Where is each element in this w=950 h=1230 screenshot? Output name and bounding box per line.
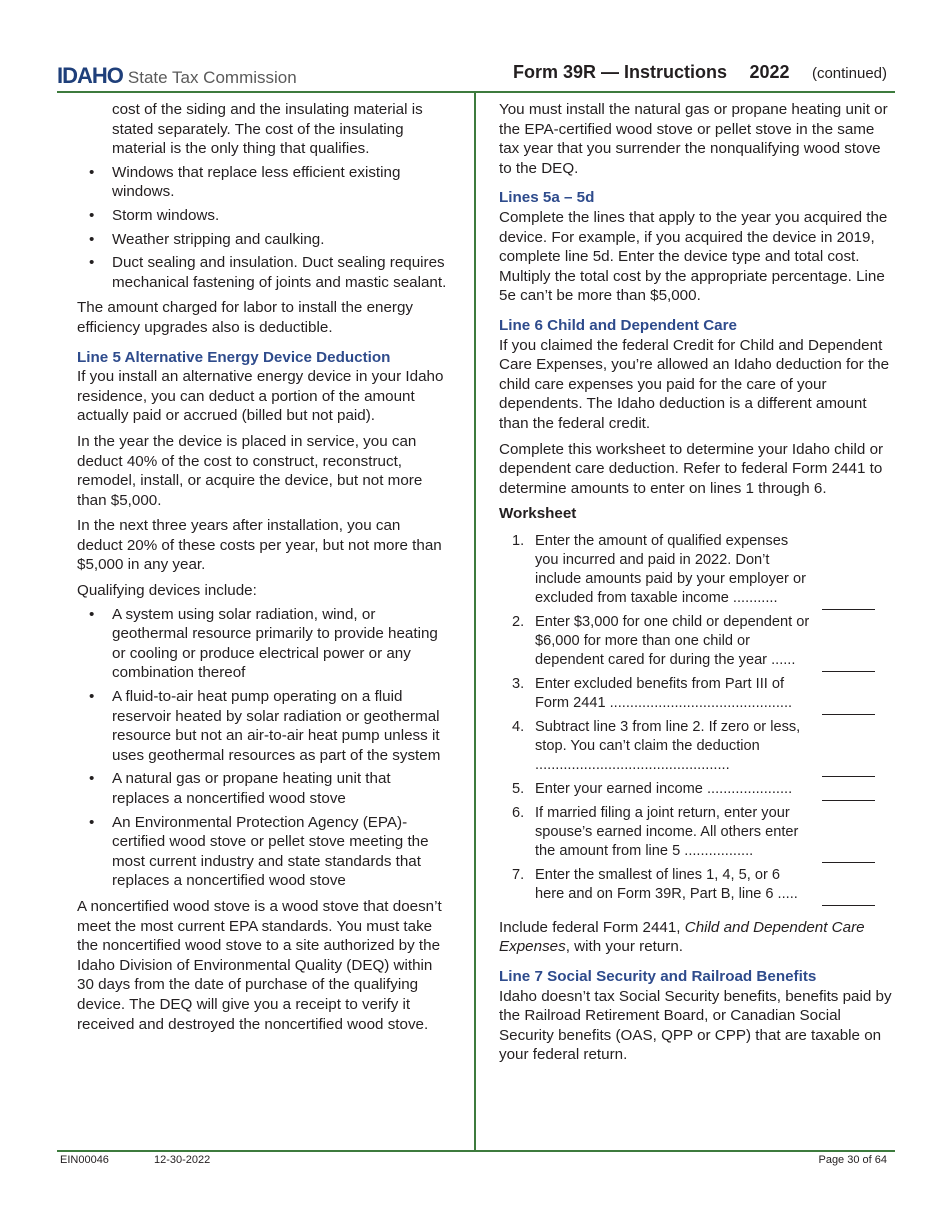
entry-blank (822, 862, 875, 863)
include-paragraph: Include federal Form 2441, Child and Dependent Care Expenses, with your return. (499, 918, 865, 956)
continued-label: (continued) (811, 65, 887, 82)
right-column (499, 100, 895, 1071)
list-item: • A natural gas or propane heating unit that replaces a noncertified wood stove (89, 770, 391, 807)
bottom-rule (57, 1150, 895, 1152)
left-column (77, 100, 449, 1040)
line5-paragraph-2: In the year the device is placed in service, you can deduct 40% of the cost to construct, reconstruct, remodel, install, or acquire the device, but not more than $5,000. (77, 432, 423, 509)
upgrade-list (77, 163, 449, 293)
list-item: • A system using solar radiation, wind, or geothermal resource primarily to provide heating or cooling or produce electrical power or any combination thereof (89, 605, 438, 682)
line6-paragraph-1: If you claimed the federal Credit for Child and Dependent Care Expenses, you’re allowed an Idaho deduction for the child care expenses you paid for the care of your dependents. The Idaho deduction is a different amount than the federal credit. (499, 336, 890, 432)
entry-blank (822, 714, 875, 715)
line6-paragraph-2: Complete this worksheet to determine your Idaho child or dependent care deduction. Refer to federal Form 2441 to determine amounts to enter on lines 1 through 6. (499, 440, 884, 497)
worksheet-line: 4. Subtract line 3 from line 2. If zero or less, stop. You can’t claim the deduction ................................................ (499, 718, 895, 775)
line5-paragraph-4: Qualifying devices include: (77, 582, 257, 600)
line5-paragraph-1: If you install an alternative energy device in your Idaho residence, you can deduct a portion of the amount actually paid or accrued (billed but not paid). (77, 368, 444, 425)
logo-text: State Tax Commission (127, 68, 297, 87)
revision-date: 12-30-2022 (154, 1154, 211, 1166)
entry-blank (822, 671, 875, 672)
list-item: • Windows that replace less efficient existing windows. (89, 163, 401, 201)
list-item: • An Environmental Protection Agency (EPA)-certified wood stove or pellet stove meeting the most current industry and state standards that replaces a noncertified wood stove (89, 813, 429, 890)
entry-blank (822, 800, 875, 801)
labor-paragraph: The amount charged for labor to install the energy efficiency upgrades also is deductible. (77, 299, 414, 336)
column-divider (474, 93, 476, 1151)
bullet-icon: • (89, 254, 95, 272)
bullet-icon: • (89, 230, 95, 248)
bullet-icon: • (89, 605, 95, 623)
list-item: • Weather stripping and caulking. (89, 230, 325, 248)
install-paragraph: You must install the natural gas or propane heating unit or the EPA-certified wood stove or pellet stove in the same tax year that you surrender the nonqualifying wood stove to the DEQ. (499, 101, 888, 177)
logo-mark: IDAHO (57, 63, 123, 88)
line5-paragraph-3: In the next three years after installation, you can deduct 20% of these costs per year, but not more than $5,000 in any year. (77, 517, 442, 574)
bullet-icon: • (89, 813, 95, 831)
bullet-icon: • (89, 688, 95, 706)
line7-heading: Line 7 Social Security and Railroad Benefits (499, 968, 817, 986)
entry-blank (822, 905, 875, 906)
idaho-logo (57, 63, 297, 89)
worksheet-line: 5. Enter your earned income ..................... (499, 780, 895, 799)
page-number: Page 30 of 64 (818, 1154, 887, 1166)
list-item: • Storm windows. (89, 206, 220, 224)
line5-heading: Line 5 Alternative Energy Device Deduction (77, 348, 391, 366)
entry-blank (822, 609, 875, 610)
list-item: • Duct sealing and insulation. Duct sealing requires mechanical fastening of joints and mastic sealant. (89, 254, 447, 291)
form-year: 2022 (749, 62, 790, 82)
worksheet-line: 1. Enter the amount of qualified expenses you incurred and paid in 2022. Don’t include amounts paid by your employer or excluded from taxable income ........... (499, 532, 895, 608)
worksheet-heading: Worksheet (499, 505, 577, 523)
bullet-icon: • (89, 770, 95, 788)
lines5a-paragraph: Complete the lines that apply to the year you acquired the device. For example, if you acquired the device in 2019, complete line 5d. Enter the device type and total cost. Multiply the total cost by the appropriate percentage. Line 5e can’t be more than $5,000. (499, 208, 888, 305)
worksheet-list (499, 532, 895, 904)
list-item: • A fluid-to-air heat pump operating on a fluid reservoir heated by solar radiation or geothermal resource but not an air-to-air heat pump unless it uses geothermal resources as part of the system (89, 688, 441, 764)
ein-number: EIN00046 (60, 1154, 109, 1166)
line7-paragraph: Idaho doesn’t tax Social Security benefits, benefits paid by the Railroad Retirement Board, or Canadian Social Security benefits (OAS, QPP or CPP) that are taxable on your federal return. (499, 987, 892, 1064)
top-rule (57, 91, 895, 93)
bullet-icon: • (89, 163, 95, 181)
devices-list (77, 605, 449, 891)
stove-paragraph: A noncertified wood stove is a wood stove that doesn’t meet the most current EPA standards. You must take the noncertified wood stove to a site authorized by the Idaho Division of Environmental Quality (DEQ) within 30 days from the date of purchase of the qualifying device. The DEQ will give you a receipt to verify it received and destroyed the noncertified wood stove. (77, 897, 442, 1033)
worksheet-line: 3. Enter excluded benefits from Part III of Form 2441 ............................................. (499, 675, 895, 713)
worksheet-line: 2. Enter $3,000 for one child or dependent or $6,000 for more than one child or dependent cared for during the year ...... (499, 613, 895, 670)
worksheet-line: 6. If married filing a joint return, enter your spouse’s earned income. All others enter the amount from line 5 ................. (499, 804, 895, 861)
form-name: Form 39R — Instructions (512, 62, 727, 82)
lines5a-heading: Lines 5a – 5d (499, 189, 595, 207)
entry-blank (822, 776, 875, 777)
continued-bullet-text: cost of the siding and the insulating material is stated separately. The cost of the insulating material is the only thing that qualifies. (112, 101, 423, 158)
page-header (57, 60, 895, 92)
form-title (513, 62, 887, 83)
line6-heading: Line 6 Child and Dependent Care (499, 316, 737, 334)
worksheet-line: 7. Enter the smallest of lines 1, 4, 5, or 6 here and on Form 39R, Part B, line 6 ..... (499, 866, 895, 904)
bullet-icon: • (89, 206, 95, 224)
